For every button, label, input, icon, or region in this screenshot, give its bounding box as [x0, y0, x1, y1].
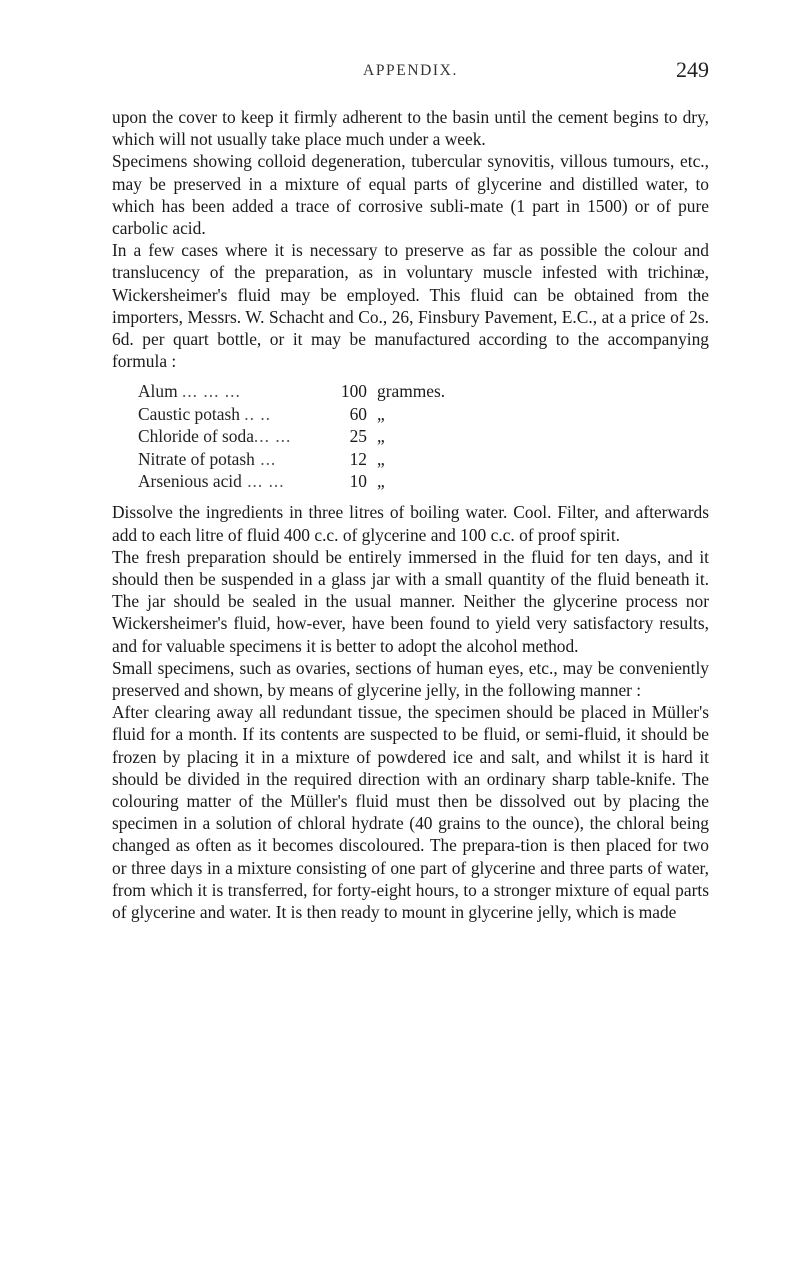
- formula-row: [138, 380, 709, 402]
- ingredient-quantity: 25: [349, 426, 367, 447]
- formula-row: [138, 470, 709, 492]
- paragraph: The fresh preparation should be entirely immersed in the fluid for ten days, and it should then be suspended in a glass jar with a small quantity of the fluid beneath it. The jar should be sealed in the usual manner. Neither the glycerine process nor Wickersheimer's fluid, how-ever, have been found to yield very satisfactory results, and for valuable specimens it is better to adopt the alcohol method.: [112, 546, 709, 656]
- page-header: [112, 57, 709, 90]
- ingredient-unit: „: [377, 403, 385, 424]
- ingredient-unit: „: [377, 448, 385, 469]
- ingredient-name: Nitrate of potash ...: [138, 448, 277, 469]
- body-text: [112, 106, 709, 923]
- formula-row: [138, 403, 709, 425]
- ingredient-name: Caustic potash .. ..: [138, 403, 272, 424]
- page-number: 249: [676, 57, 709, 82]
- formula-row: [138, 448, 709, 470]
- ingredient-quantity: 12: [349, 448, 367, 469]
- ingredient-unit: „: [377, 426, 385, 447]
- paragraph: After clearing away all redundant tissue, the specimen should be placed in Müller's fluid for a month. If its contents are suspected to be fluid, or semi-fluid, it should be frozen by placing it in a mixture of powdered ice and salt, and whilst it is hard it should be divided in the required direction with an ordinary sharp table-knife. The colouring matter of the Müller's fluid must then be dissolved out by placing the specimen in a solution of chloral hydrate (40 grains to the ounce), the chloral being changed as often as it becomes discoloured. The prepara-tion is then placed for two or three days in a mixture consisting of one part of glycerine and three parts of water, from which it is transferred, for forty-eight hours, to a stronger mixture of equal parts of glycerine and water. It is then ready to mount in glycerine jelly, which is made: [112, 702, 709, 923]
- paragraph: In a few cases where it is necessary to preserve as far as possible the colour and translucency of the preparation, as in voluntary muscle infested with trichinæ, Wickersheimer's fluid may be employed. This fluid can be obtained from the importers, Messrs. W. Schacht and Co., 26, Finsbury Pavement, E.C., at a price of 2s. 6d. per quart bottle, or it may be manufactured according to the accompanying formula :: [112, 240, 709, 372]
- formula-table: [112, 380, 709, 492]
- ingredient-quantity: 10: [349, 471, 367, 491]
- ingredient-quantity: 100: [340, 381, 367, 402]
- ingredient-name: Arsenious acid ... ...: [138, 471, 285, 491]
- paragraph: Specimens showing colloid degeneration, tubercular synovitis, villous tumours, etc., may be preserved in a mixture of equal parts of glycerine and distilled water, to which has been added a trace of corrosive subli-mate (1 part in 1500) or of pure carbolic acid.: [112, 151, 709, 239]
- formula-row: [138, 425, 709, 447]
- ingredient-quantity: 60: [349, 403, 367, 424]
- ingredient-unit: grammes.: [377, 381, 446, 402]
- paragraph: Small specimens, such as ovaries, sections of human eyes, etc., may be conveniently preserved and shown, by means of glycerine jelly, in the following manner :: [112, 657, 709, 701]
- ingredient-name: Chloride of soda... ...: [138, 426, 292, 447]
- ingredient-unit: „: [377, 471, 385, 491]
- ingredient-name: Alum ... ... ...: [138, 381, 241, 402]
- paragraph: upon the cover to keep it firmly adherent to the basin until the cement begins to dry, which will not usually take place much under a week.: [112, 107, 709, 150]
- paragraph: Dissolve the ingredients in three litres of boiling water. Cool. Filter, and afterwards add to each litre of fluid 400 c.c. of glycerine and 100 c.c. of proof spirit.: [112, 502, 709, 545]
- running-head: APPENDIX.: [363, 62, 458, 79]
